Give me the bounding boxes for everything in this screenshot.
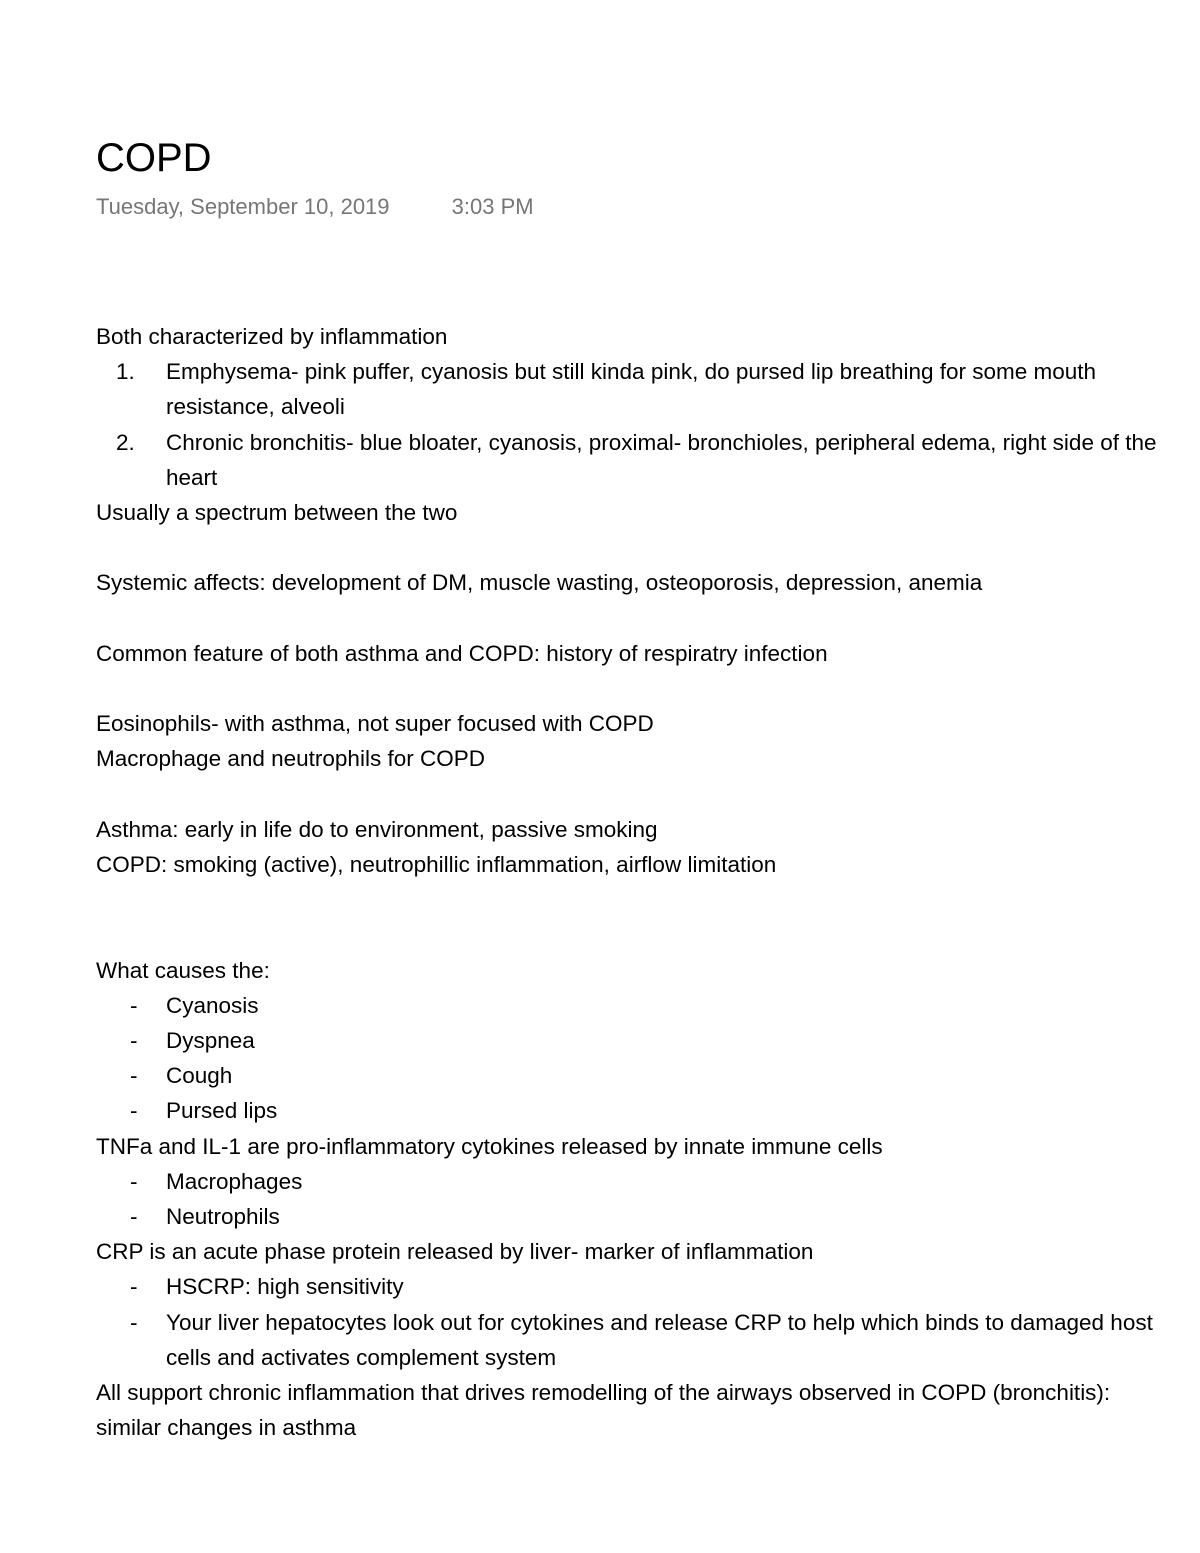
list-item-text: HSCRP: high sensitivity (166, 1274, 404, 1300)
note-page (96, 130, 1166, 1445)
list-number: 1. (116, 359, 135, 385)
list-item-text: Your liver hepatocytes look out for cytokines and release CRP to help which binds to damaged host cells and activates complement system (166, 1309, 1153, 1370)
numbered-item (96, 354, 1166, 424)
list-dash: - (130, 1274, 138, 1300)
list-dash: - (130, 992, 138, 1018)
copd-line: COPD: smoking (active), neutrophillic inflammation, airflow limitation (96, 851, 777, 877)
note-time: 3:03 PM (451, 194, 534, 219)
list-item (96, 1058, 1166, 1093)
list-item (96, 1269, 1166, 1304)
intro-line: Both characterized by inflammation (96, 324, 448, 349)
list-item (96, 988, 1166, 1023)
list-item (96, 1199, 1166, 1234)
list-item-text: Emphysema- pink puffer, cyanosis but still kinda pink, do pursed lip breathing for some mouth resistance, alveoli (166, 359, 1097, 420)
list-dash: - (130, 1063, 138, 1089)
list-number: 2. (116, 429, 135, 455)
note-body (96, 319, 1166, 1445)
note-timestamp (96, 192, 1166, 222)
list-item (96, 1164, 1166, 1199)
crp-line: CRP is an acute phase protein released by liver- marker of inflammation (96, 1239, 814, 1265)
list-item-text: Neutrophils (166, 1204, 280, 1229)
list-item-text: Dyspnea (166, 1027, 255, 1053)
tnf-line: TNFa and IL-1 are pro-inflammatory cytokines released by innate immune cells (96, 1133, 883, 1159)
list-item-text: Cyanosis (166, 992, 259, 1018)
note-date: Tuesday, September 10, 2019 (96, 194, 390, 219)
macrophage-line: Macrophage and neutrophils for COPD (96, 746, 485, 772)
list-item (96, 1093, 1166, 1128)
list-dash: - (130, 1204, 138, 1229)
list-item (96, 1023, 1166, 1058)
causes-heading: What causes the: (96, 957, 270, 983)
list-item-text: Macrophages (166, 1168, 303, 1194)
list-dash: - (130, 1168, 138, 1194)
systemic-line: Systemic affects: development of DM, muscle wasting, osteoporosis, depression, anemia (96, 570, 983, 596)
list-dash: - (130, 1309, 138, 1335)
support-paragraph: All support chronic inflammation that drives remodelling of the airways observed in COPD (bronchitis): similar changes in asthma (96, 1380, 1111, 1441)
common-line: Common feature of both asthma and COPD: history of respiratry infection (96, 640, 828, 666)
spectrum-line: Usually a spectrum between the two (96, 500, 458, 526)
asthma-line: Asthma: early in life do to environment, passive smoking (96, 816, 658, 842)
note-title: COPD (96, 136, 212, 180)
list-dash: - (130, 1027, 138, 1053)
numbered-item (96, 425, 1166, 495)
list-dash: - (130, 1098, 138, 1124)
list-item-text: Chronic bronchitis- blue bloater, cyanosis, proximal- bronchioles, peripheral edema, right side of the heart (166, 429, 1157, 490)
list-item-text: Pursed lips (166, 1098, 278, 1124)
eosinophils-line: Eosinophils- with asthma, not super focused with COPD (96, 711, 654, 737)
list-item-text: Cough (166, 1063, 233, 1089)
list-item (96, 1305, 1166, 1375)
